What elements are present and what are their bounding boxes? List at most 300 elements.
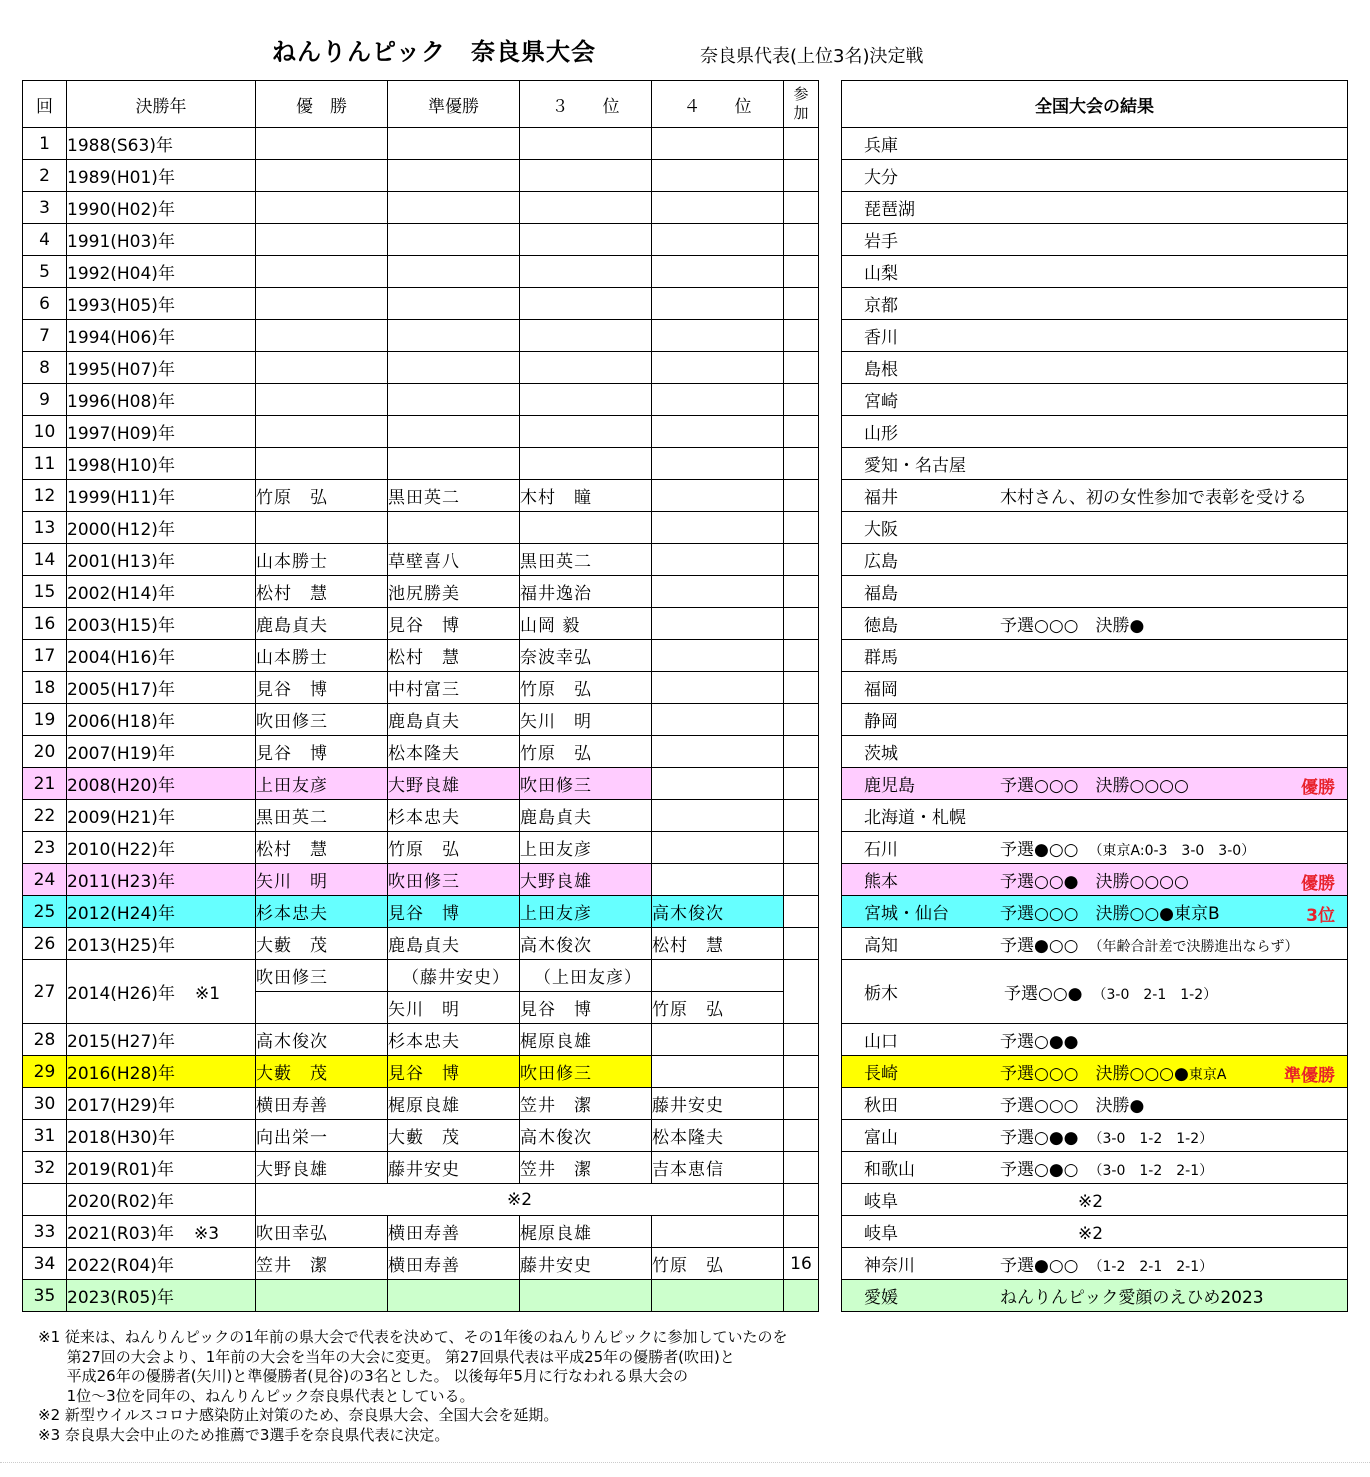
row-year: [67, 448, 256, 480]
row-number: 12: [23, 480, 67, 512]
year-text: 2023(R05)年: [67, 1288, 174, 1308]
national-row: [842, 192, 1348, 224]
national-row: [842, 896, 1348, 928]
table-row: [23, 1120, 819, 1152]
national-result-cell: [842, 1184, 1348, 1216]
row-year: [67, 704, 256, 736]
first-place: 向出栄一: [256, 1120, 388, 1152]
row-year: [67, 832, 256, 864]
first-place: 大野良雄: [256, 1152, 388, 1184]
row-year: [67, 160, 256, 192]
first-place: 笠井 潔: [256, 1248, 388, 1280]
national-result-cell: [842, 1120, 1348, 1152]
national-result-cell: [842, 160, 1348, 192]
row-year: [67, 672, 256, 704]
national-row: [842, 576, 1348, 608]
table-row: [23, 864, 819, 896]
result-text: 予選○○○ 決勝●: [1000, 616, 1145, 636]
row-number: 32: [23, 1152, 67, 1184]
national-row: [842, 160, 1348, 192]
participant-count: [784, 608, 819, 640]
second-place: 草壁喜八: [388, 544, 520, 576]
table-row: [23, 544, 819, 576]
national-row: [842, 928, 1348, 960]
first-place: 松村 慧: [256, 832, 388, 864]
national-row: [842, 704, 1348, 736]
table-row: [23, 960, 819, 992]
first-place: 横田寿善: [256, 1088, 388, 1120]
row-number: 1: [23, 128, 67, 160]
result-text: 予選○○○ 決勝○○○○: [1000, 776, 1189, 796]
year-text: 2022(R04)年: [67, 1256, 174, 1276]
table-header-row: [23, 81, 819, 128]
row-year: [67, 800, 256, 832]
row-year: [67, 608, 256, 640]
first-place: [256, 192, 388, 224]
participant-count: [784, 224, 819, 256]
fourth-place: [652, 224, 784, 256]
second-place: 杉本忠夫: [388, 800, 520, 832]
table-header-row: [842, 81, 1348, 128]
host-prefecture: 大分: [864, 168, 898, 188]
table-row: [23, 128, 819, 160]
row-year: [67, 128, 256, 160]
award-badge: 優勝: [1301, 874, 1335, 894]
table-row: [23, 1088, 819, 1120]
page-title: ねんりんピック 奈良県大会: [272, 38, 597, 66]
row-number: 18: [23, 672, 67, 704]
participant-count: [784, 320, 819, 352]
national-row: [842, 1184, 1348, 1216]
fourth-place: [652, 512, 784, 544]
row-number: 15: [23, 576, 67, 608]
host-prefecture: 福岡: [864, 680, 898, 700]
table-row: [23, 736, 819, 768]
year-text: 2008(H20)年: [67, 776, 175, 796]
year-text: 2004(H16)年: [67, 648, 175, 668]
header-fourth: ４ 位: [652, 81, 784, 128]
first-place: 大藪 茂: [256, 928, 388, 960]
third-place: [520, 128, 652, 160]
table-row: [23, 256, 819, 288]
first-place: 黒田英二: [256, 800, 388, 832]
header-first: 優 勝: [256, 81, 388, 128]
year-text: 2005(H17)年: [67, 680, 175, 700]
row-number: 19: [23, 704, 67, 736]
row-year: [67, 416, 256, 448]
host-prefecture: 高知: [864, 936, 898, 956]
national-row: [842, 1088, 1348, 1120]
host-prefecture: 秋田: [864, 1096, 898, 1116]
participant-count: [784, 448, 819, 480]
third-place: 高木俊次: [520, 1120, 652, 1152]
second-place: [388, 416, 520, 448]
year-text: 2018(H30)年: [67, 1128, 175, 1148]
year-text: 2000(H12)年: [67, 520, 175, 540]
third-place: 高木俊次: [520, 928, 652, 960]
participant-count: [784, 672, 819, 704]
year-text: 2001(H13)年: [67, 552, 175, 572]
host-prefecture: 香川: [864, 328, 898, 348]
fourth-place: 松村 慧: [652, 928, 784, 960]
year-text: 1996(H08)年: [67, 392, 175, 412]
year-text: 1998(H10)年: [67, 456, 175, 476]
national-result-cell: [842, 544, 1348, 576]
fourth-place: 竹原 弘: [652, 1248, 784, 1280]
footnote-line: 1位～3位を同年の、ねんりんピック奈良県代表としている。: [38, 1386, 475, 1405]
year-text: 2020(R02)年: [67, 1192, 174, 1212]
first-place: [256, 256, 388, 288]
participant-count: [784, 1056, 819, 1088]
national-row: [842, 416, 1348, 448]
national-row: [842, 512, 1348, 544]
first-place: 山本勝士: [256, 640, 388, 672]
first-place: 松村 慧: [256, 576, 388, 608]
second-place: [388, 448, 520, 480]
national-result-cell: [842, 1280, 1348, 1312]
third-place: [520, 512, 652, 544]
row-number: 25: [23, 896, 67, 928]
participant-count: [784, 256, 819, 288]
fourth-place: [652, 256, 784, 288]
host-prefecture: 徳島: [864, 616, 898, 636]
national-result-cell: [842, 864, 1348, 896]
year-text: 2011(H23)年: [67, 872, 175, 892]
row-year: [67, 512, 256, 544]
first-place: 見谷 博: [256, 736, 388, 768]
second-place: 鹿島貞夫: [388, 704, 520, 736]
row-year: [67, 1024, 256, 1056]
year-text: 2015(H27)年: [67, 1032, 175, 1052]
year-text: 2002(H14)年: [67, 584, 175, 604]
row-number: 3: [23, 192, 67, 224]
table-row: [23, 1056, 819, 1088]
participant-count: [784, 576, 819, 608]
third-place: 大野良雄: [520, 864, 652, 896]
row-number: 7: [23, 320, 67, 352]
participant-count: [784, 1088, 819, 1120]
national-row: [842, 1248, 1348, 1280]
table-row: [23, 576, 819, 608]
second-place: 大野良雄: [388, 768, 520, 800]
national-result-cell: [842, 448, 1348, 480]
row-year: [67, 768, 256, 800]
national-result-cell: [842, 512, 1348, 544]
year-text: 1991(H03)年: [67, 232, 175, 252]
participant-count: [784, 352, 819, 384]
row-number: 31: [23, 1120, 67, 1152]
fourth-place: [652, 864, 784, 896]
fourth-place: 竹原 弘: [652, 992, 784, 1024]
row-year: [67, 320, 256, 352]
third-place: [520, 384, 652, 416]
second-place: [388, 256, 520, 288]
national-result-cell: [842, 1056, 1348, 1088]
national-row: [842, 1280, 1348, 1312]
participant-count: [784, 960, 819, 1024]
result-text: ねんりんピック愛顔のえひめ2023: [1000, 1288, 1264, 1308]
national-row: [842, 544, 1348, 576]
result-text: 予選○●○: [1000, 1160, 1079, 1180]
participant-count: [784, 896, 819, 928]
participant-count: [784, 1152, 819, 1184]
page-divider: [0, 1462, 1370, 1463]
host-prefecture: 宮城・仙台: [864, 904, 949, 924]
table-row: [23, 832, 819, 864]
row-year: [67, 576, 256, 608]
fourth-place: [652, 320, 784, 352]
national-row: [842, 256, 1348, 288]
year-text: 1997(H09)年: [67, 424, 175, 444]
participant-count: [784, 128, 819, 160]
first-place: [256, 384, 388, 416]
second-place: 藤井安史: [388, 1152, 520, 1184]
national-result-cell: [842, 896, 1348, 928]
national-row: [842, 672, 1348, 704]
result-text: 予選○○● 決勝○○○○: [1000, 872, 1189, 892]
national-result-cell: [842, 736, 1348, 768]
host-prefecture: 石川: [864, 840, 898, 860]
third-place: 上田友彦: [520, 896, 652, 928]
participant-count: [784, 800, 819, 832]
award-badge: 準優勝: [1284, 1066, 1335, 1086]
national-result-cell: [842, 352, 1348, 384]
table-row: [23, 320, 819, 352]
second-place: （藤井安史）: [388, 960, 520, 992]
national-row: [842, 1120, 1348, 1152]
row-number: 16: [23, 608, 67, 640]
second-place: 中村富三: [388, 672, 520, 704]
host-prefecture: 兵庫: [864, 136, 898, 156]
table-row: [23, 1152, 819, 1184]
result-score: （年齢合計差で決勝進出ならず）: [1088, 939, 1299, 955]
row-year: [67, 1120, 256, 1152]
second-place: 杉本忠夫: [388, 1024, 520, 1056]
year-text: 1993(H05)年: [67, 296, 175, 316]
national-row: [842, 864, 1348, 896]
first-place: [256, 160, 388, 192]
table-row: [23, 352, 819, 384]
row-number: 10: [23, 416, 67, 448]
national-result-cell: [842, 800, 1348, 832]
third-place: 奈波幸弘: [520, 640, 652, 672]
second-place: 見谷 博: [388, 1056, 520, 1088]
result-opponent: 東京A: [1188, 1067, 1227, 1083]
table-row: [23, 800, 819, 832]
participant-count: [784, 768, 819, 800]
row-number: 27: [23, 960, 67, 1024]
second-place: [388, 160, 520, 192]
result-text: 予選○○○ 決勝●: [1000, 1096, 1145, 1116]
table-row: [23, 928, 819, 960]
national-row: [842, 1152, 1348, 1184]
fourth-place: [652, 1280, 784, 1312]
national-row: [842, 288, 1348, 320]
row-year: [67, 1152, 256, 1184]
fourth-place: [652, 448, 784, 480]
participant-count: [784, 928, 819, 960]
year-mark: ※1: [194, 984, 221, 1004]
row-number: 5: [23, 256, 67, 288]
header-national: 全国大会の結果: [842, 81, 1348, 128]
national-row: [842, 1216, 1348, 1248]
second-place: [388, 384, 520, 416]
third-place: 上田友彦: [520, 832, 652, 864]
host-prefecture: 富山: [864, 1128, 898, 1148]
row-number: 28: [23, 1024, 67, 1056]
second-place: 大藪 茂: [388, 1120, 520, 1152]
year-text: 2006(H18)年: [67, 712, 175, 732]
national-row: [842, 352, 1348, 384]
table-row: [23, 896, 819, 928]
first-place: 矢川 明: [256, 864, 388, 896]
national-row: [842, 1024, 1348, 1056]
row-number: 6: [23, 288, 67, 320]
first-place: [256, 224, 388, 256]
fourth-place: [652, 352, 784, 384]
fourth-place: 松本隆夫: [652, 1120, 784, 1152]
first-place: [256, 416, 388, 448]
third-place: （上田友彦）: [520, 960, 652, 992]
second-place: 見谷 博: [388, 896, 520, 928]
host-prefecture: 大阪: [864, 520, 898, 540]
table-row: [23, 416, 819, 448]
host-prefecture: 和歌山: [864, 1160, 915, 1180]
participant-count: [784, 704, 819, 736]
row-number: 20: [23, 736, 67, 768]
table-row: [23, 608, 819, 640]
host-prefecture: 山形: [864, 424, 898, 444]
result-text: 予選○○●: [1004, 984, 1083, 1004]
third-place: 竹原 弘: [520, 672, 652, 704]
fourth-place: [652, 1024, 784, 1056]
second-place: 松村 慧: [388, 640, 520, 672]
third-place: [520, 224, 652, 256]
host-prefecture: 福井: [864, 488, 898, 508]
footnotes: [38, 1328, 787, 1446]
fourth-place: 藤井安史: [652, 1088, 784, 1120]
participant-count: [784, 864, 819, 896]
national-results-table: [841, 80, 1348, 1312]
participant-count: [784, 832, 819, 864]
year-text: 2014(H26)年: [67, 984, 175, 1004]
national-result-cell: [842, 192, 1348, 224]
row-year: [67, 352, 256, 384]
national-row: [842, 320, 1348, 352]
national-result-cell: [842, 1152, 1348, 1184]
national-row: [842, 960, 1348, 1024]
row-number: 14: [23, 544, 67, 576]
result-note: ※2: [1078, 1224, 1104, 1244]
fourth-place: [652, 128, 784, 160]
second-place: [388, 288, 520, 320]
footnote-line: 平成26年の優勝者(矢川)と準優勝者(見谷)の3名とした。 以後毎年5月に行なわれる県大会の: [38, 1367, 688, 1386]
third-place: 笠井 潔: [520, 1088, 652, 1120]
row-year: [67, 1248, 256, 1280]
host-prefecture: 鹿児島: [864, 776, 915, 796]
row-number: 23: [23, 832, 67, 864]
host-prefecture: 福島: [864, 584, 898, 604]
result-text: 予選●○○: [1000, 936, 1079, 956]
row-number: 11: [23, 448, 67, 480]
third-place: 矢川 明: [520, 704, 652, 736]
national-row: [842, 1056, 1348, 1088]
national-result-cell: [842, 416, 1348, 448]
host-prefecture: 島根: [864, 360, 898, 380]
fourth-place: [652, 672, 784, 704]
first-place: [256, 512, 388, 544]
fourth-place: [652, 1056, 784, 1088]
host-prefecture: 茨城: [864, 744, 898, 764]
participant-count: [784, 160, 819, 192]
national-result-cell: [842, 928, 1348, 960]
result-score: （東京A:0-3 3-0 3-0）: [1088, 843, 1256, 859]
result-text: 予選●○○: [1000, 840, 1079, 860]
third-place: [520, 416, 652, 448]
page-subtitle: 奈良県代表(上位3名)決定戦: [700, 46, 924, 67]
row-number: [23, 1184, 67, 1216]
second-place: 池尻勝美: [388, 576, 520, 608]
first-place: 吹田修三: [256, 960, 388, 992]
fourth-place: [652, 384, 784, 416]
footnote-line: 第27回の大会より、1年前の大会を当年の大会に変更。 第27回県代表は平成25年の優勝者(吹田)と: [38, 1347, 735, 1366]
second-place: 竹原 弘: [388, 832, 520, 864]
fourth-place: 高木俊次: [652, 896, 784, 928]
national-result-cell: [842, 1216, 1348, 1248]
local-results-table: [22, 80, 819, 1312]
national-result-cell: [842, 672, 1348, 704]
row-number: 13: [23, 512, 67, 544]
row-number: 26: [23, 928, 67, 960]
national-result-cell: [842, 832, 1348, 864]
third-place: 福井逸治: [520, 576, 652, 608]
year-text: 2007(H19)年: [67, 744, 175, 764]
row-year: [67, 224, 256, 256]
year-text: 1995(H07)年: [67, 360, 175, 380]
year-text: 2010(H22)年: [67, 840, 175, 860]
award-badge: 3位: [1306, 906, 1335, 926]
first-place: 見谷 博: [256, 672, 388, 704]
national-result-cell: [842, 576, 1348, 608]
table-row: [23, 640, 819, 672]
merged-note: ※2: [256, 1184, 784, 1216]
first-place: 杉本忠夫: [256, 896, 388, 928]
national-row: [842, 832, 1348, 864]
fourth-place: [652, 480, 784, 512]
table-row: [23, 512, 819, 544]
result-text: 予選○○○ 決勝○○●東京B: [1000, 904, 1220, 924]
host-prefecture: 広島: [864, 552, 898, 572]
row-year: [67, 1184, 256, 1216]
host-prefecture: 京都: [864, 296, 898, 316]
third-place: [520, 320, 652, 352]
table-row: [23, 480, 819, 512]
host-prefecture: 熊本: [864, 872, 898, 892]
row-year: [67, 1088, 256, 1120]
participant-count: [784, 384, 819, 416]
footnote-line: ※1 従来は、ねんりんピックの1年前の県大会で代表を決めて、その1年後のねんりんピックに参加していたのを: [38, 1328, 788, 1346]
result-text: 木村さん、初の女性参加で表彰を受ける: [1000, 488, 1308, 508]
host-prefecture: 群馬: [864, 648, 898, 668]
table-row: [23, 192, 819, 224]
table-row: [23, 1280, 819, 1312]
row-year: [67, 640, 256, 672]
year-text: 2003(H15)年: [67, 616, 175, 636]
first-place: 吹田幸弘: [256, 1216, 388, 1248]
national-result-cell: [842, 480, 1348, 512]
row-number: 22: [23, 800, 67, 832]
national-result-cell: [842, 704, 1348, 736]
